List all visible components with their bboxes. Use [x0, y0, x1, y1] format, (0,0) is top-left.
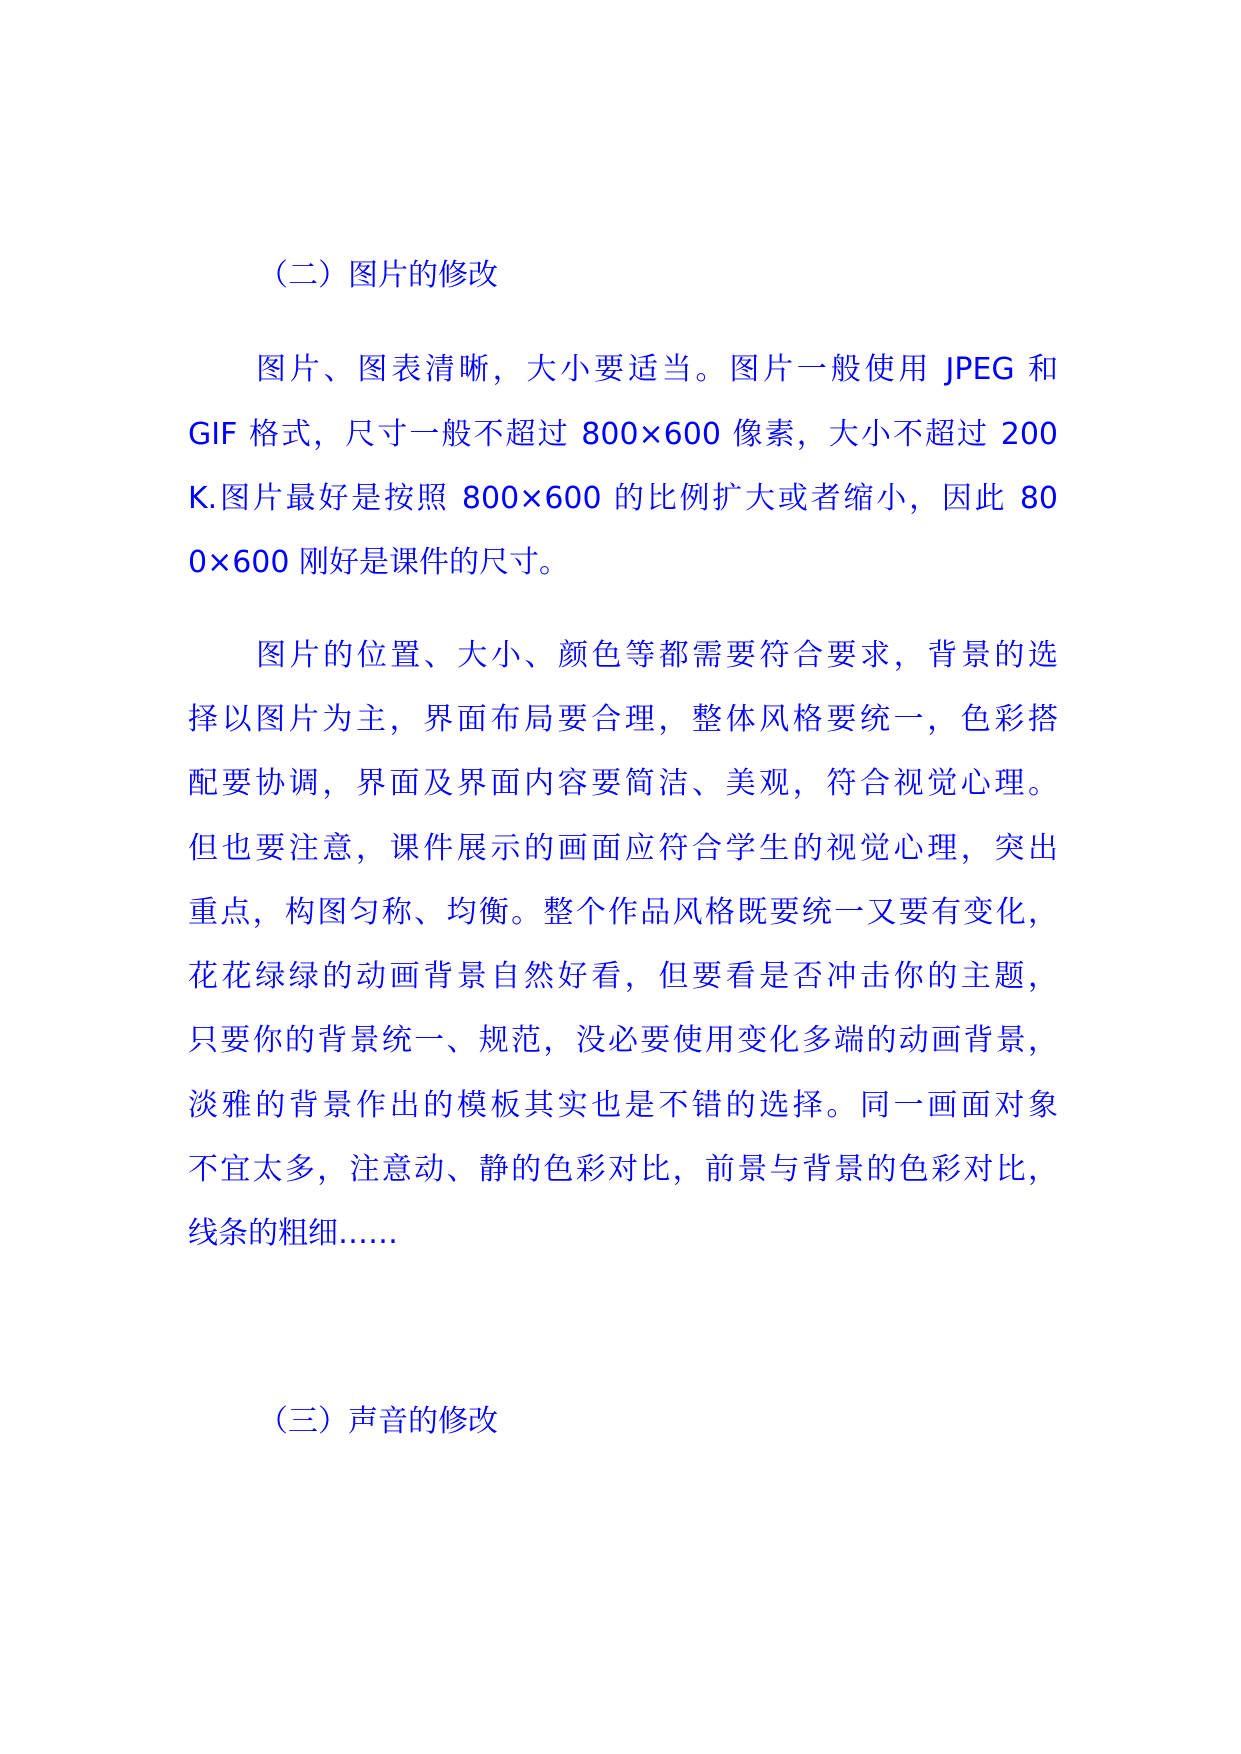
- paragraph-line: 图片的位置、大小、颜色等都需要符合要求，背景的选: [256, 638, 1058, 673]
- paragraph-line: 淡雅的背景作出的模板其实也是不错的选择。同一画面对象: [188, 1088, 1058, 1123]
- paragraph-line: K.图片最好是按照 800×600 的比例扩大或者缩小，因此 80: [188, 481, 1058, 516]
- paragraph-line: 图片、图表清晰，大小要适当。图片一般使用 JPEG 和: [256, 352, 1058, 387]
- paragraph-line: 只要你的背景统一、规范，没必要使用变化多端的动画背景，: [188, 1023, 1058, 1058]
- section-heading-images: （二）图片的修改: [258, 258, 498, 293]
- paragraph-line: 花花绿绿的动画背景自然好看，但要看是否冲击你的主题，: [188, 959, 1058, 994]
- paragraph-line: 配要协调，界面及界面内容要简洁、美观，符合视觉心理。: [188, 766, 1058, 801]
- paragraph-line: 但也要注意，课件展示的画面应符合学生的视觉心理，突出: [188, 831, 1058, 866]
- section-heading-sound: （三）声音的修改: [258, 1404, 498, 1439]
- paragraph-line: 择以图片为主，界面布局要合理，整体风格要统一，色彩搭: [188, 702, 1058, 737]
- paragraph-line: 0×600 刚好是课件的尺寸。: [188, 545, 570, 580]
- paragraph-line: 重点，构图匀称、均衡。整个作品风格既要统一又要有变化，: [188, 895, 1058, 930]
- paragraph-line: GIF 格式，尺寸一般不超过 800×600 像素，大小不超过 200: [188, 417, 1058, 452]
- paragraph-line: 不宜太多，注意动、静的色彩对比，前景与背景的色彩对比，: [188, 1152, 1058, 1187]
- paragraph-line: 线条的粗细……: [188, 1216, 398, 1251]
